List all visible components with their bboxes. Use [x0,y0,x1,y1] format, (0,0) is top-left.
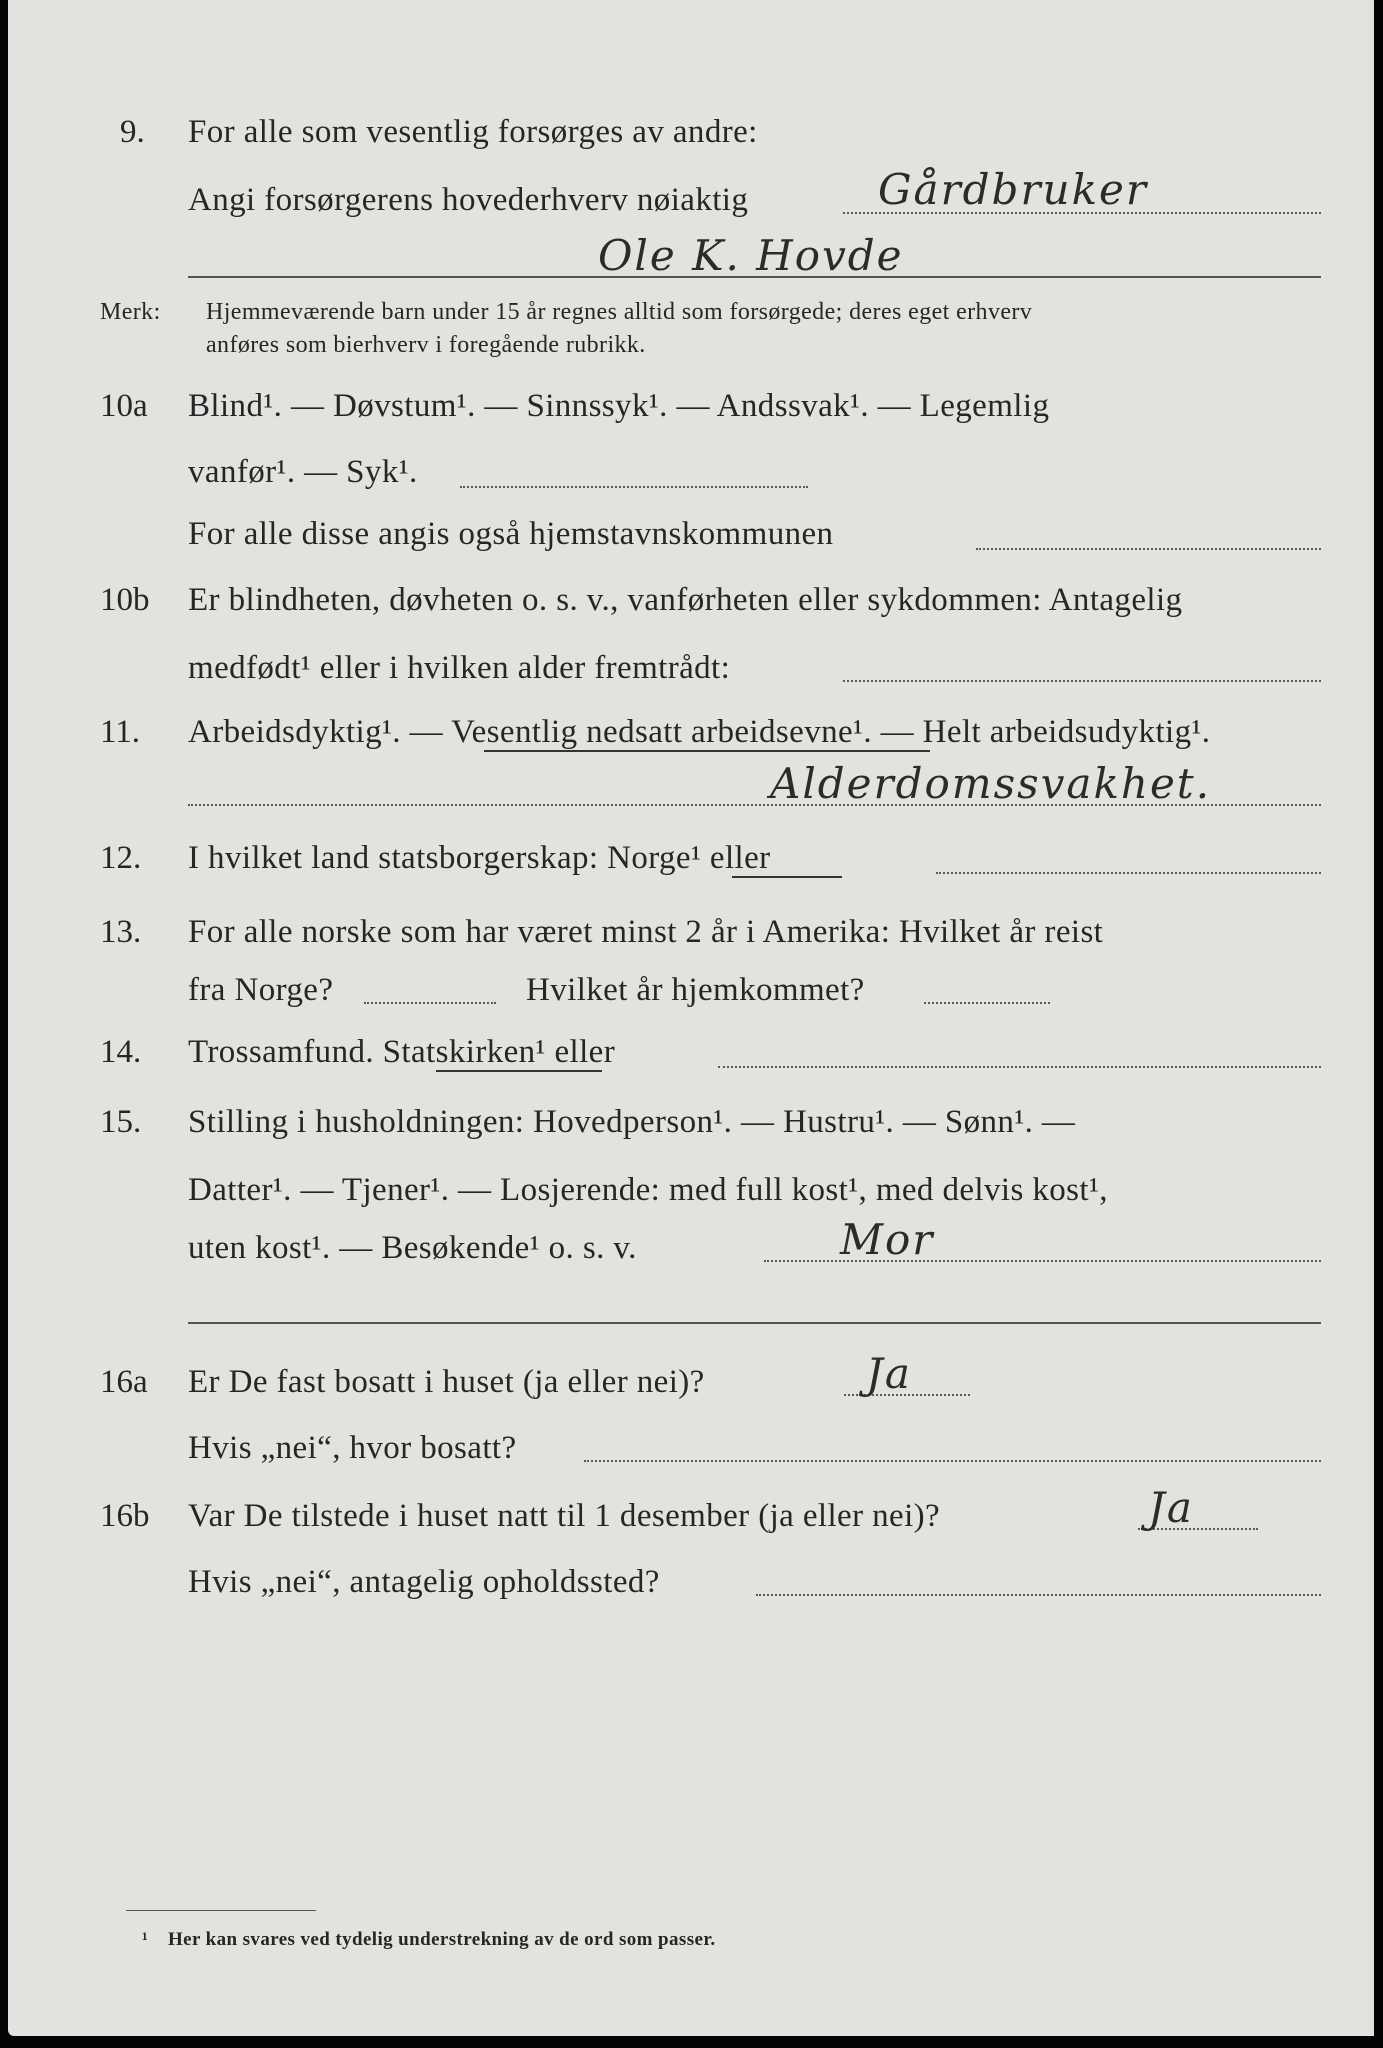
q11-selection-underline [484,750,930,752]
q9-line1: For alle som vesentlig forsørges av andre: [188,114,758,150]
q14-number: 14. [100,1034,142,1070]
q9-handwritten-name: Ole K. Hovde [598,231,904,280]
footnote-mark: ¹ [142,1929,149,1950]
q13-return-year-line [924,1002,1050,1004]
q16b-handwritten-answer: Ja [1148,1483,1194,1532]
q10b-line1: Er blindheten, døvheten o. s. v., vanførheten eller sykdommen: Antagelig [188,582,1183,618]
q14-line1: Trossamfund. Statskirken¹ eller [188,1034,616,1070]
q12-line1: I hvilket land statsborgerskap: Norge¹ eller [188,840,771,876]
q9-line2: Angi forsørgerens hovederhverv nøiaktig [188,182,749,218]
q13-departure-year-line [364,1002,496,1004]
q15-line2: Datter¹. — Tjener¹. — Losjerende: med full kost¹, med delvis kost¹, [188,1172,1108,1208]
q10b-line2: medfødt¹ eller i hvilken alder fremtrådt: [188,650,731,686]
q16b-number: 16b [100,1498,150,1534]
q9-number: 9. [120,114,145,150]
q11-line1: Arbeidsdyktig¹. — Vesentlig nedsatt arbeidsevne¹. — Helt arbeidsudyktig¹. [188,714,1211,750]
q12-answer-line [936,872,1321,874]
q16b-whereabouts-line [756,1594,1321,1596]
q15-number: 15. [100,1104,142,1140]
q10a-line1: Blind¹. — Døvstum¹. — Sinnssyk¹. — Andssvak¹. — Legemlig [188,388,1050,424]
q14-answer-line [718,1066,1321,1068]
merk-line1: Hjemmeværende barn under 15 år regnes alltid som forsørgede; deres eget erhverv [206,299,1033,325]
q16a-line2: Hvis „nei“, hvor bosatt? [188,1430,517,1466]
census-form-page [8,0,1374,2036]
q16b-line2: Hvis „nei“, antagelig opholdssted? [188,1564,660,1600]
q11-number: 11. [100,714,141,750]
merk-label: Merk: [100,299,161,325]
q12-selection-underline [732,876,842,878]
q13-line1: For alle norske som har været minst 2 år i Amerika: Hvilket år reist [188,914,1104,950]
q11-handwritten-answer: Alderdomssvakhet. [770,759,1212,808]
q10a-home-municipality-line [976,548,1321,550]
q15-extra-line [188,1322,1321,1324]
merk-line2: anføres som bierhverv i foregående rubrikk. [206,332,646,358]
q13-line2a: fra Norge? [188,972,334,1008]
q12-number: 12. [100,840,142,876]
q16b-line1: Var De tilstede i huset natt til 1 desember (ja eller nei)? [188,1498,941,1534]
q15-handwritten-answer: Mor [840,1215,935,1264]
q16a-number: 16a [100,1364,148,1400]
q16a-residence-line [584,1460,1321,1462]
q16a-handwritten-answer: Ja [866,1349,912,1398]
q10a-sick-answer-line [460,486,808,488]
footnote-rule [126,1910,316,1911]
q16a-line1: Er De fast bosatt i huset (ja eller nei)? [188,1364,705,1400]
q10b-number: 10b [100,582,150,618]
q10a-number: 10a [100,388,148,424]
q10a-line3: For alle disse angis også hjemstavnskommunen [188,516,834,552]
footnote-text: Her kan svares ved tydelig understrekning av de ord som passer. [168,1929,716,1950]
q14-selection-underline [436,1070,602,1072]
q10a-line2: vanfør¹. — Syk¹. [188,454,418,490]
q13-number: 13. [100,914,142,950]
q15-line1: Stilling i husholdningen: Hovedperson¹. — Hustru¹. — Sønn¹. — [188,1104,1076,1140]
q15-line3: uten kost¹. — Besøkende¹ o. s. v. [188,1230,637,1266]
q13-line2b: Hvilket år hjemkommet? [526,972,865,1008]
q10b-answer-line [843,680,1321,682]
q9-handwritten-occupation: Gårdbruker [878,165,1148,214]
